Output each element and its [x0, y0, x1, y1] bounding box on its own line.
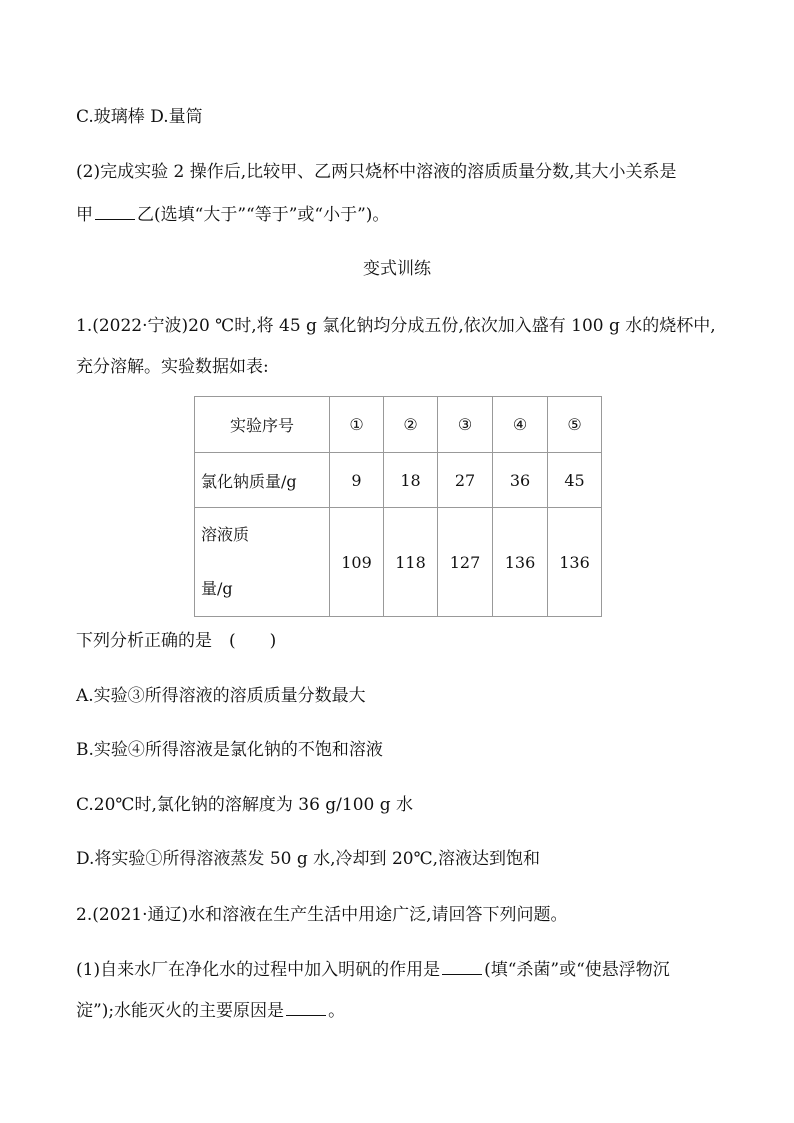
option-d[interactable]: D.将实验①所得溶液蒸发 50 g 水,冷却到 20℃,溶液达到饱和: [76, 849, 541, 869]
option-cd-line: C.玻璃棒 D.量筒: [76, 107, 203, 127]
table-cell: 9: [330, 453, 384, 508]
table-cell: 118: [384, 508, 438, 617]
question-prompt: 下列分析正确的是 ( ): [76, 631, 277, 651]
option-c[interactable]: C.20℃时,氯化钠的溶解度为 36 g/100 g 水: [76, 795, 414, 815]
experiment-data-table: [194, 396, 602, 617]
problem-1-line-2: 充分溶解。实验数据如表:: [76, 357, 269, 377]
table-cell: 127: [438, 508, 493, 617]
solution-mass-label-bottom: 量/g: [201, 579, 233, 598]
table-cell: 27: [438, 453, 493, 508]
table-header-row: [195, 397, 602, 453]
experiment-2-cell: ②: [384, 397, 438, 453]
problem-1-line-1: 1.(2022·宁波)20 ℃时,将 45 g 氯化钠均分成五份,依次加入盛有 100 g 水的烧杯中,: [76, 316, 716, 336]
problem-2-line-1: 2.(2021·通辽)水和溶液在生产生活中用途广泛,请回答下列问题。: [76, 905, 568, 925]
table-row-nacl-mass: [195, 453, 602, 508]
answer-blank[interactable]: [286, 999, 326, 1016]
nacl-mass-label: 氯化钠质量/g: [195, 453, 330, 508]
table-cell: 109: [330, 508, 384, 617]
problem-2-q1-line-1: [76, 958, 670, 981]
table-cell: 36: [493, 453, 548, 508]
option-b[interactable]: B.实验④所得溶液是氯化钠的不饱和溶液: [76, 740, 383, 760]
table-cell: 136: [548, 508, 602, 617]
text-jia: 甲: [76, 205, 93, 225]
q1-text-d: 。: [328, 1001, 346, 1021]
answer-blank[interactable]: [95, 203, 135, 220]
solution-mass-label-top: 溶液质: [201, 525, 250, 544]
problem-2-q1-line-2: [76, 999, 345, 1022]
option-a[interactable]: A.实验③所得溶液的溶质质量分数最大: [76, 686, 366, 706]
q1-text-b: (填“杀菌”或“使悬浮物沉: [484, 960, 670, 980]
header-label-cell: 实验序号: [195, 397, 330, 453]
question-2-text: (2)完成实验 2 操作后,比较甲、乙两只烧杯中溶液的溶质质量分数,其大小关系是: [76, 162, 677, 182]
q1-text-a: (1)自来水厂在净化水的过程中加入明矾的作用是: [76, 960, 441, 980]
table-cell: 136: [493, 508, 548, 617]
q1-text-c: 淀”);水能灭火的主要原因是: [76, 1001, 285, 1021]
table-cell: 45: [548, 453, 602, 508]
experiment-4-cell: ④: [493, 397, 548, 453]
experiment-5-cell: ⑤: [548, 397, 602, 453]
section-title: 变式训练: [363, 259, 431, 279]
experiment-3-cell: ③: [438, 397, 493, 453]
experiment-1-cell: ①: [330, 397, 384, 453]
text-yi-choice: 乙(选填“大于”“等于”或“小于”)。: [137, 205, 390, 225]
solution-mass-label: [195, 508, 330, 617]
table-cell: 18: [384, 453, 438, 508]
question-2-answer-line: [76, 203, 389, 226]
answer-blank[interactable]: [442, 958, 482, 975]
table-row-solution-mass: [195, 508, 602, 617]
